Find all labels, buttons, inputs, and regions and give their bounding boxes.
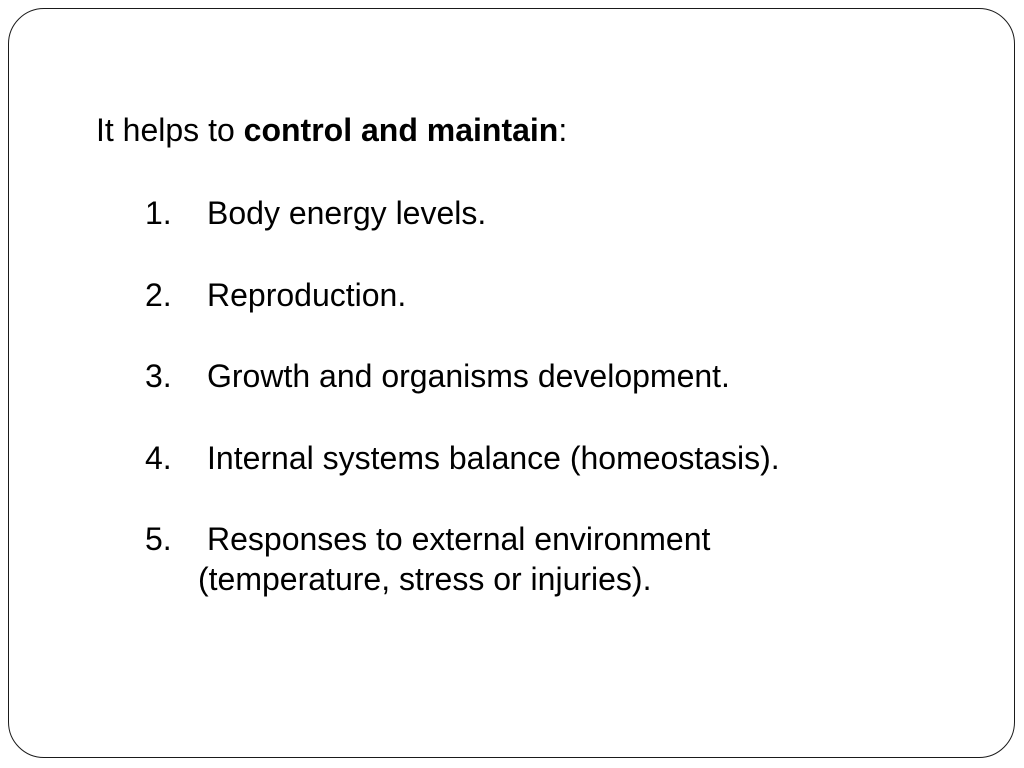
intro-suffix: : xyxy=(558,112,568,148)
list-item xyxy=(145,275,406,315)
list-text: Reproduction. xyxy=(207,277,407,313)
list-text: Responses to external environment xyxy=(207,521,711,557)
list-number: 2. xyxy=(145,277,172,313)
list-text: Body energy levels. xyxy=(207,195,487,231)
list-item xyxy=(145,438,780,478)
intro-bold-text: control and maintain xyxy=(243,112,559,148)
list-text-continuation: (temperature, stress or injuries). xyxy=(198,561,652,597)
list-number: 4. xyxy=(145,440,172,476)
list-text: Growth and organisms development. xyxy=(207,358,730,394)
list-item xyxy=(145,193,486,233)
intro-line xyxy=(96,112,567,148)
list-item xyxy=(145,356,730,396)
list-number: 1. xyxy=(145,195,172,231)
intro-prefix: It helps to xyxy=(96,112,244,148)
list-number: 5. xyxy=(145,521,172,557)
list-text: Internal systems balance (homeostasis). xyxy=(207,440,780,476)
list-number: 3. xyxy=(145,358,172,394)
list-item xyxy=(145,519,710,599)
